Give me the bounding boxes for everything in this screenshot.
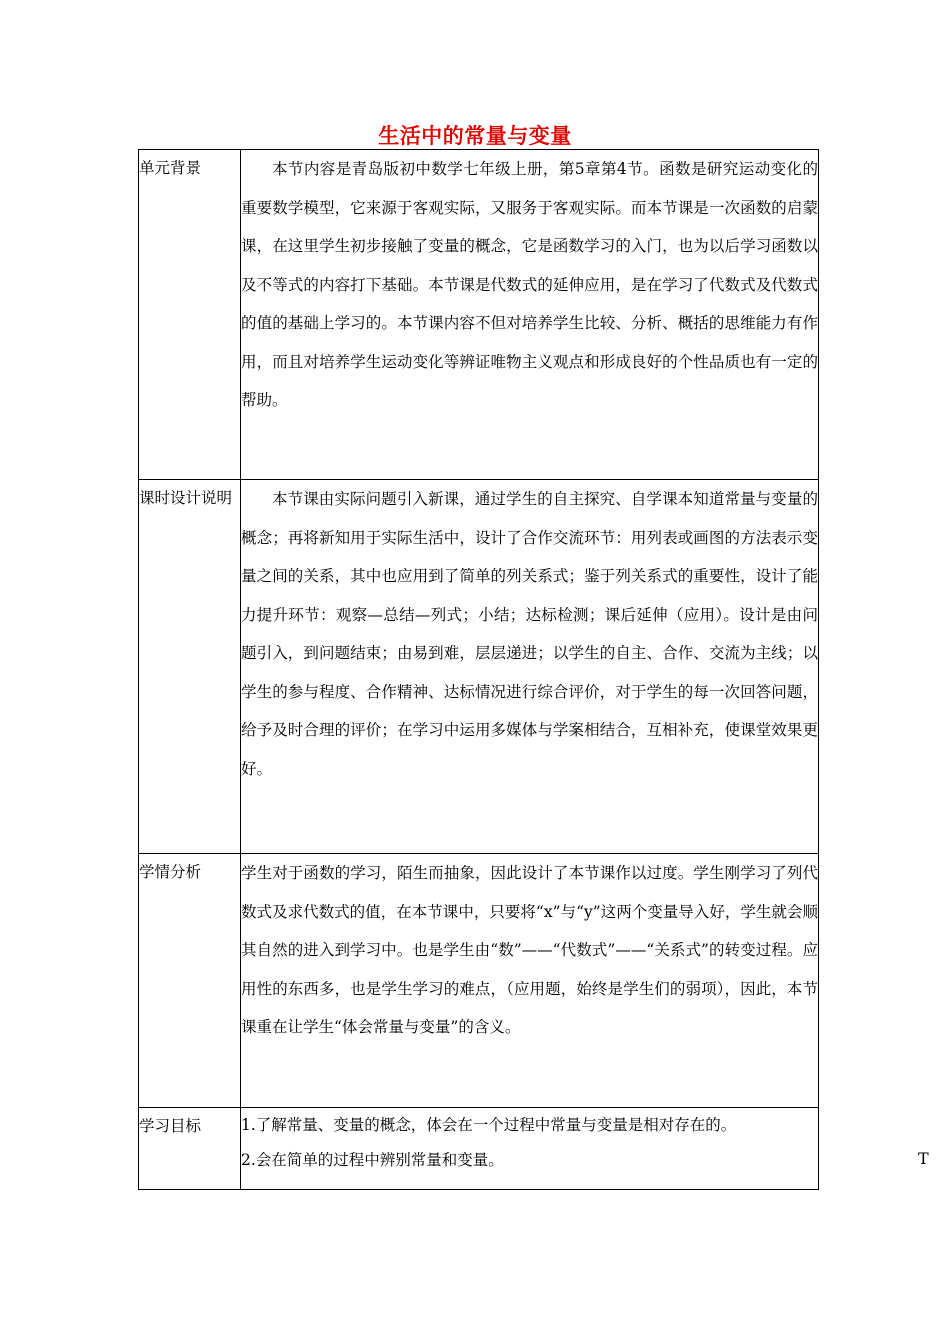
- table-row-analysis: [139, 854, 819, 1108]
- design-paragraph: 本节课由实际问题引入新课，通过学生的自主探究、自学课本知道常量与变量的概念；再将新知用于实际生活中，设计了合作交流环节：用列表或画图的方法表示变量之间的关系，其中也应用到了简单的列关系式；鉴于列关系式的重要性，设计了能力提升环节：观察—总结—列式；小结；达标检测；课后延伸（应用）。设计是由问题引入，到问题结束；由易到难，层层递进；以学生的自主、合作、交流为主线；以学生的参与程度、合作精神、达标情况进行综合评价，对于学生的每一次回答问题，给予及时合理的评价；在学习中运用多媒体与学案相结合，互相补充，使课堂效果更好。: [241, 490, 818, 778]
- content-goals: [241, 1108, 819, 1190]
- table-row-design: [139, 480, 819, 854]
- content-analysis: [241, 854, 819, 1108]
- label-analysis: 学情分析: [139, 854, 241, 1108]
- content-background: [241, 150, 819, 480]
- table-row-background: [139, 150, 819, 480]
- background-paragraph: 本节内容是青岛版初中数学七年级上册，第5章第4节。函数是研究运动变化的重要数学模型，它来源于客观实际，又服务于客观实际。而本节课是一次函数的启蒙课，在这里学生初步接触了变量的概念，它是函数学习的入门，也为以后学习函数以及不等式的内容打下基础。本节课是代数式的延伸应用，是在学习了代数式及代数式的值的基础上学习的。本节课内容不但对培养学生比较、分析、概括的思维能力有作用，而且对培养学生运动变化等辨证唯物主义观点和形成良好的个性品质也有一定的帮助。: [241, 160, 818, 409]
- lesson-plan-table: [138, 149, 819, 1190]
- label-design: 课时设计说明: [139, 480, 241, 854]
- label-background: 单元背景: [139, 150, 241, 480]
- stray-mark: T: [918, 1149, 929, 1168]
- table-row-goals: [139, 1108, 819, 1190]
- label-goals: 学习目标: [139, 1108, 241, 1190]
- document-title: 生活中的常量与变量: [378, 124, 572, 148]
- goal-item: 1.了解常量、变量的概念，体会在一个过程中常量与变量是相对存在的。: [241, 1116, 737, 1134]
- analysis-paragraph: 学生对于函数的学习，陌生而抽象，因此设计了本节课作以过度。学生刚学习了列代数式及求代数式的值，在本节课中，只要将“x”与“y”这两个变量导入好，学生就会顺其自然的进入到学习中。也是学生由“数”——“代数式”——“关系式”的转变过程。应用性的东西多，也是学生学习的难点，（应用题，始终是学生们的弱项），因此，本节课重在让学生“体会常量与变量”的含义。: [241, 864, 818, 1036]
- content-design: [241, 480, 819, 854]
- goal-item: 2.会在简单的过程中辨别常量和变量。: [241, 1151, 504, 1169]
